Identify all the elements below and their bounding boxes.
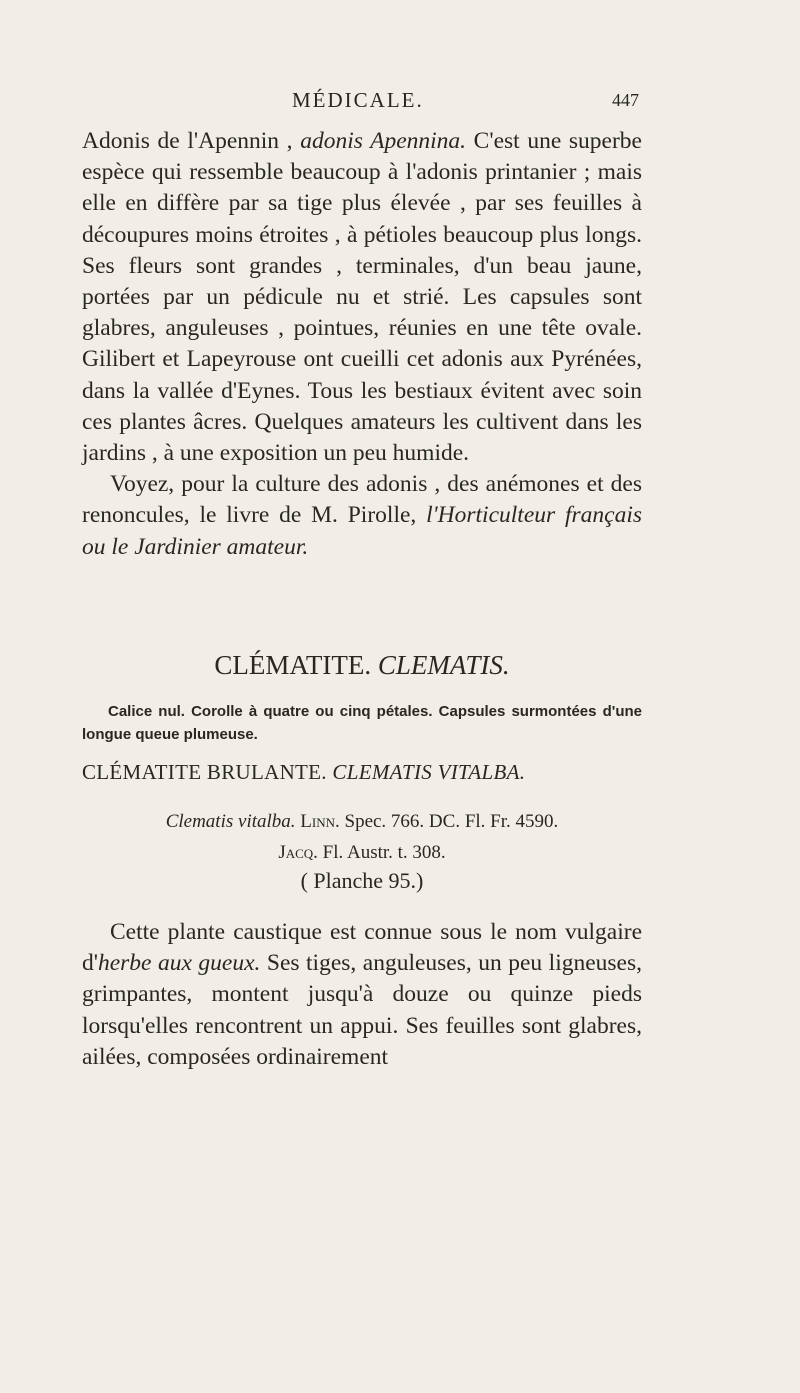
clematis-section: [82, 917, 642, 1073]
adonis-name: Adonis de l'Apennin ,: [82, 128, 293, 154]
author-jacquin: Jacq.: [278, 842, 318, 863]
adonis-description: C'est une superbe espèce qui ressemble beaucoup à l'adonis printanier ; mais elle en diffère par sa tige plus élevée , par ses feuilles à découpures moins étroites , à pétioles beaucoup plus longs. Ses fleurs sont grandes , terminales, d'un beau jaune, portées par un pédicule nu et strié. Les capsules sont glabres, anguleuses , pointues, réunies en une tête ovale. Gilibert et Lapeyrouse ont cueilli cet adonis aux Pyrénées, dans la vallée d'Eynes. Tous les bestiaux évitent avec soin ces plantes âcres. Quelques amateurs les cultivent dans les jardins , à une exposition un peu humide.: [82, 128, 642, 467]
synonym-reference-2: Fl. Austr. t. 308.: [322, 842, 446, 863]
species-heading: [82, 760, 642, 785]
synonym-latin: Clematis vitalba.: [165, 811, 296, 832]
adonis-latin: adonis Apennina.: [300, 128, 467, 154]
clematis-intro: Cette plante caustique est connue sous le nom vulgaire d': [82, 919, 642, 977]
page-number: 447: [612, 90, 639, 110]
culture-paragraph: [82, 469, 642, 563]
running-title: MÉDICALE.: [292, 88, 424, 112]
species-latin: CLEMATIS VITALBA.: [332, 760, 526, 784]
culture-intro: Voyez, pour la culture des adonis , des anémones et des renoncules, le livre de M. Pirolle,: [82, 471, 642, 529]
page-header: [0, 88, 800, 118]
clematis-paragraph: [82, 917, 642, 1073]
species-name: CLÉMATITE BRULANTE.: [82, 760, 327, 784]
plate-reference: ( Planche 95.): [300, 868, 424, 893]
synonym-reference-1: Spec. 766. DC. Fl. Fr. 4590.: [344, 811, 559, 832]
adonis-paragraph: [82, 126, 642, 469]
adonis-section: [82, 126, 642, 563]
clematis-description: Ses tiges, anguleuses, un peu ligneuses, grimpantes, montent jusqu'à douze ou quinze pieds lorsqu'elles rencontrent un appui. Ses feuilles sont glabres, ailées, composées ordinairement: [82, 950, 642, 1070]
book-title: l'Horticulteur français ou le Jardinier amateur.: [82, 502, 643, 560]
genus-characters: Calice nul. Corolle à quatre ou cinq pétales. Capsules surmontées d'une longue queue plumeuse.: [82, 703, 642, 743]
genus-latin: CLEMATIS.: [377, 650, 510, 680]
vernacular-name: herbe aux gueux.: [97, 950, 261, 977]
synonymy: [82, 806, 642, 868]
author-linnaeus: Linn.: [300, 811, 340, 832]
genus-name: CLÉMATITE.: [214, 650, 372, 680]
synonymy-line-1: [82, 806, 642, 837]
genus-heading: [82, 650, 642, 681]
synonymy-line-2: [82, 837, 642, 868]
